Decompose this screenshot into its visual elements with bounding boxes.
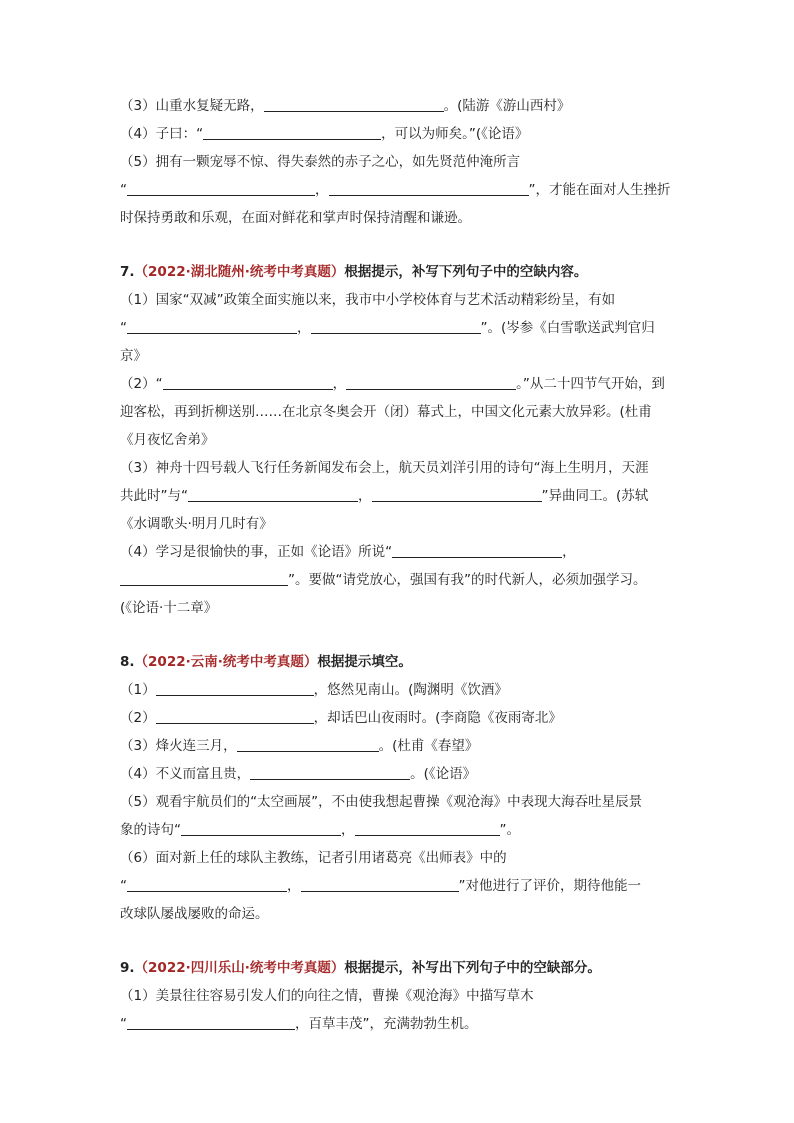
question-source: （2022·四川乐山·统考中考真题）	[134, 960, 345, 976]
q7-item-1-text: ”。(岑参《白雪歌送武判官归	[480, 320, 655, 336]
q6-item-3-source: 。(陆游《游山西村》	[443, 98, 571, 114]
q8-item-3	[120, 732, 680, 760]
q7-item-4-suffix: ”。要做“请党放心，强国有我”的时代新人，必须加强学习。	[288, 572, 647, 588]
q8-heading	[120, 648, 680, 676]
q8-item-2	[120, 704, 680, 732]
question-prompt: 根据提示，补写出下列句子中的空缺部分。	[344, 960, 601, 976]
q6-item-5-text: ”，才能在面对人生挫折	[528, 182, 671, 198]
question-number: 7.	[120, 264, 135, 280]
q7-item-1-line1: （1）国家“双减”政策全面实施以来，我市中小学校体育与艺术活动精彩纷呈，有如	[120, 292, 616, 308]
q7-item-1-line2	[120, 314, 680, 342]
answer-blank[interactable]	[237, 736, 379, 752]
q9-heading	[120, 954, 680, 982]
q7-item-4-text: （4）学习是很愉快的事，正如《论语》所说“	[120, 544, 393, 560]
question-number: 9.	[120, 960, 135, 976]
answer-blank[interactable]	[392, 542, 562, 558]
q7-item-3-text: 共此时”与“	[120, 488, 188, 504]
q9-item-1-text: ，百草丰茂”，充满勃勃生机。	[295, 1016, 478, 1032]
q7-item-2-suffix: 。”从二十四节气开始，到	[516, 376, 665, 392]
q6-item-5-line2	[120, 176, 680, 204]
question-prompt: 根据提示填空。	[317, 654, 412, 670]
q8-item-4-source: 。(《论语》	[410, 766, 477, 782]
q7-item-2-text: （2）“	[120, 376, 163, 392]
q7-item-4-line2	[120, 566, 680, 594]
q6-item-3	[120, 92, 680, 120]
q8-item-5-suffix: ”。	[499, 822, 520, 838]
q8-item-5-text: 象的诗句“	[120, 822, 181, 838]
q7-item-2-line2: 迎客松，再到折柳送别……在北京冬奥会开（闭）幕式上，中国文化元素大放异彩。(杜甫	[120, 404, 652, 420]
comma: ，	[341, 822, 355, 838]
q8-item-3-source: 。(杜甫《春望》	[378, 738, 479, 754]
q7-heading	[120, 258, 680, 286]
q8-item-3-text: （3）烽火连三月，	[120, 738, 237, 754]
comma: ，	[332, 376, 347, 392]
question-source: （2022·云南·统考中考真题）	[134, 654, 318, 670]
comma: ，	[358, 488, 372, 504]
answer-blank[interactable]	[127, 318, 297, 334]
q8-item-6-text: ”对他进行了评价，期待他能一	[458, 878, 641, 894]
answer-blank[interactable]	[355, 820, 500, 836]
answer-blank[interactable]	[156, 680, 314, 696]
answer-blank[interactable]	[250, 764, 410, 780]
q8-item-2-text: ，却话巴山夜雨时。(李商隐《夜雨寄北》	[313, 710, 562, 726]
q8-item-5-line2	[120, 816, 680, 844]
answer-blank[interactable]	[346, 374, 516, 390]
comma: ，	[297, 320, 311, 336]
comma: ，	[562, 544, 576, 560]
answer-blank[interactable]	[203, 124, 381, 140]
q8-item-1-text: ，悠然见南山。(陶渊明《饮酒》	[313, 682, 508, 698]
question-prompt: 根据提示，补写下列句子中的空缺内容。	[344, 264, 588, 280]
q8-item-4	[120, 760, 680, 788]
q8-item-6-line1: （6）面对新上任的球队主教练，记者引用诸葛亮《出师表》中的	[120, 850, 507, 866]
q7-item-2-line3: 《月夜忆舍弟》	[120, 432, 215, 448]
q8-item-1	[120, 676, 680, 704]
q6-item-4-text: （4）子曰：“	[120, 126, 204, 142]
quote-mark: “	[120, 182, 127, 198]
q9-item-1-line1: （1）美景往往容易引发人们的向往之情，曹操《观沧海》中描写草木	[120, 988, 534, 1004]
item-number: （1）	[120, 682, 156, 698]
question-number: 8.	[120, 654, 135, 670]
q6-item-4-source: ，可以为师矣。”(《论语》	[381, 126, 529, 142]
q7-item-2-line1	[120, 370, 680, 398]
answer-blank[interactable]	[163, 374, 333, 390]
answer-blank[interactable]	[181, 820, 341, 836]
answer-blank[interactable]	[127, 1014, 295, 1030]
q6-item-5-line1: （5）拥有一颗宠辱不惊、得失泰然的赤子之心，如先贤范仲淹所言	[120, 154, 521, 170]
answer-blank[interactable]	[127, 180, 315, 196]
q9-item-1-line2	[120, 1010, 680, 1038]
answer-blank[interactable]	[120, 570, 288, 586]
q6-item-3-text: （3）山重水复疑无路，	[120, 98, 264, 114]
q7-item-1-line3: 京》	[120, 348, 147, 364]
q6-item-4	[120, 120, 680, 148]
q8-item-6-line2	[120, 872, 680, 900]
q7-item-4-line1	[120, 538, 680, 566]
answer-blank[interactable]	[264, 96, 444, 112]
answer-blank[interactable]	[156, 708, 314, 724]
q6-item-5-line3: 时保持勇敢和乐观，在面对鲜花和掌声时保持清醒和谦逊。	[120, 210, 471, 226]
document-body	[120, 92, 680, 1038]
answer-blank[interactable]	[127, 876, 287, 892]
quote-mark: “	[120, 320, 127, 336]
answer-blank[interactable]	[301, 876, 459, 892]
answer-blank[interactable]	[188, 486, 358, 502]
q7-item-3-line2	[120, 482, 680, 510]
q7-item-3-suffix: ”异曲同工。(苏轼	[541, 488, 649, 504]
q7-item-3-line1: （3）神舟十四号载人飞行任务新闻发布会上，航天员刘洋引用的诗句“海上生明月，天涯	[120, 460, 649, 476]
answer-blank[interactable]	[329, 180, 529, 196]
comma: ，	[287, 878, 301, 894]
quote-mark: “	[120, 878, 127, 894]
q8-item-5-line1: （5）观看宇航员们的“太空画展”，不由使我想起曹操《观沧海》中表现大海吞吐星辰景	[120, 794, 643, 810]
q8-item-4-text: （4）不义而富且贵，	[120, 766, 251, 782]
answer-blank[interactable]	[372, 486, 542, 502]
q7-item-3-line3: 《水调歌头·明月几时有》	[120, 516, 273, 532]
comma: ，	[315, 182, 329, 198]
question-source: （2022·湖北随州·统考中考真题）	[134, 264, 345, 280]
quote-mark: “	[120, 1016, 127, 1032]
answer-blank[interactable]	[311, 318, 481, 334]
q8-item-6-line3: 改球队屡战屡败的命运。	[120, 906, 269, 922]
item-number: （2）	[120, 710, 156, 726]
q7-item-4-line3: (《论语·十二章》	[120, 600, 218, 616]
